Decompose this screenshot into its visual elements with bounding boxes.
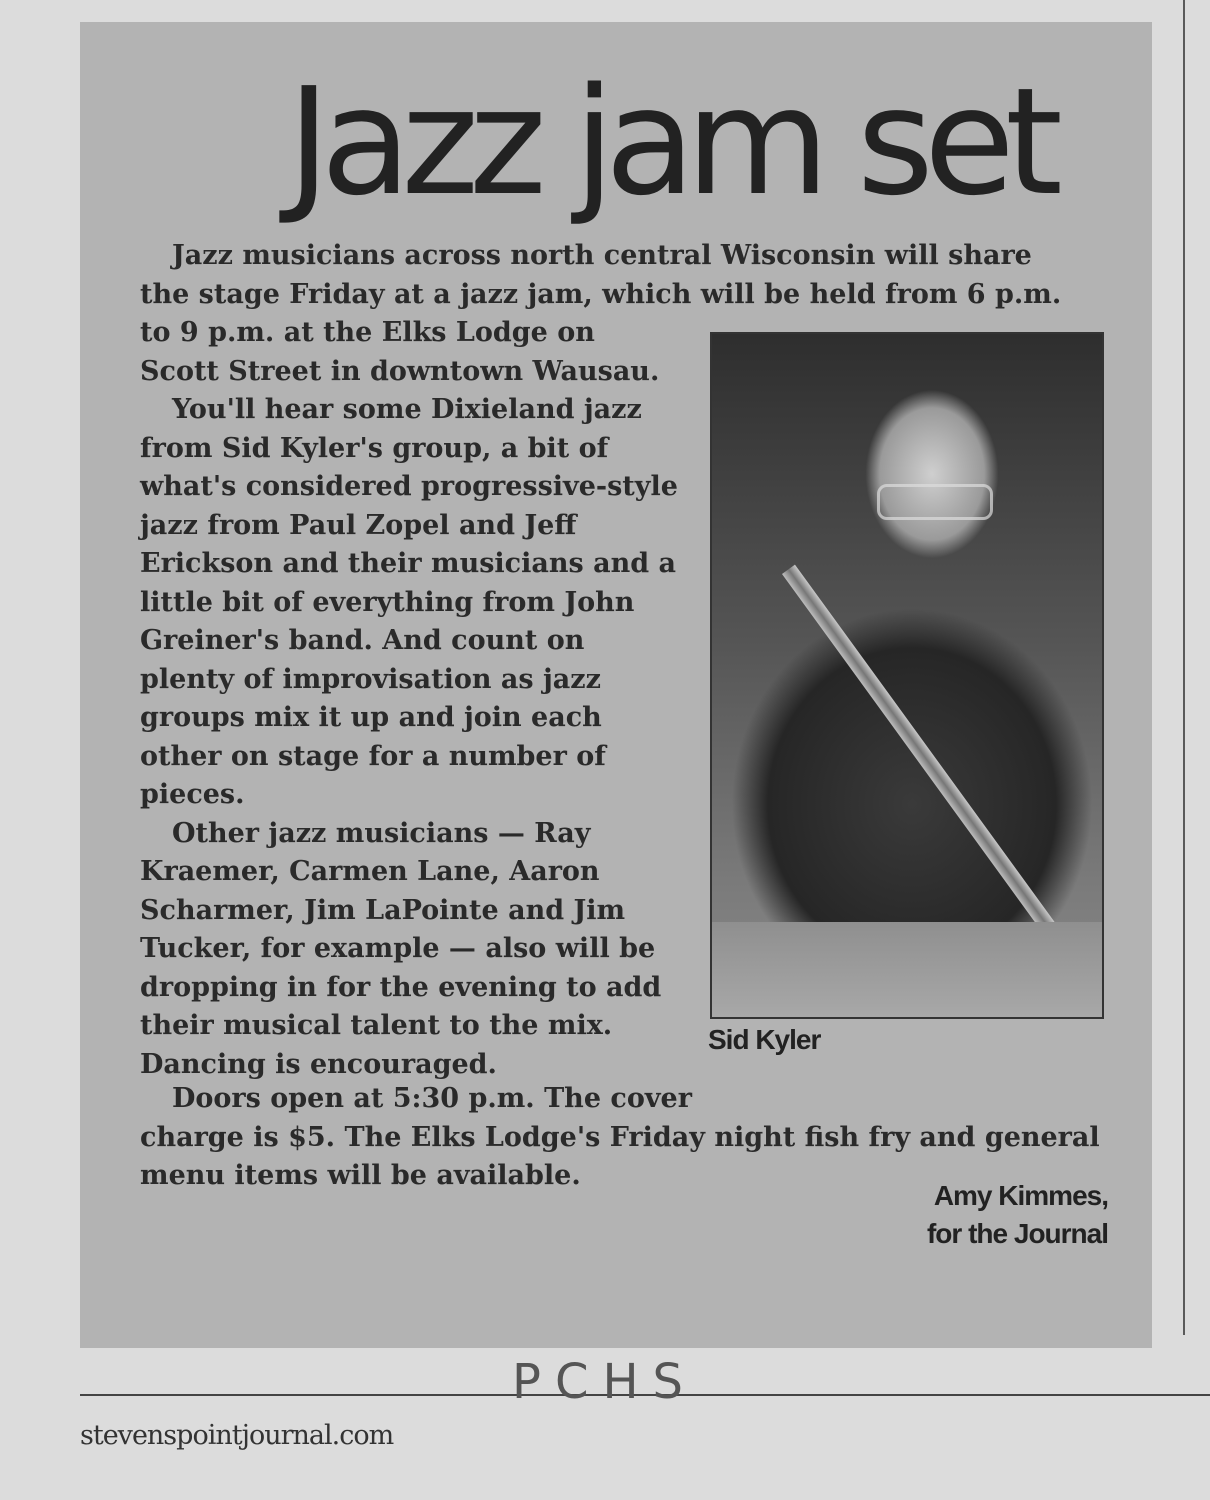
left-column [140, 314, 685, 1084]
paragraph-3: Other jazz musicians — Ray Kraemer, Carmen Lane, Aaron Scharmer, Jim LaPointe and Jim Tucker, for example — also will be dropping in for the evening to add their musical talent to the mix. Dancing is encouraged. [140, 817, 662, 1080]
footer-website: stevenspointjournal.com [80, 1420, 394, 1451]
photo-caption: Sid Kyler [708, 1024, 821, 1055]
paragraph-1-line-4: Scott Street in downtown Wausau. [140, 355, 660, 387]
paragraph-1-line-1: Jazz musicians across north central Wisconsin will share [172, 240, 1032, 271]
byline-name: Amy Kimmes, [933, 1180, 1108, 1211]
paragraph-2: You'll hear some Dixieland jazz from Sid Kyler's group, a bit of what's considered progressive-style jazz from Paul Zopel and Jeff Erickson and their musicians and a little bit of everything from John Greiner's band. And count on plenty of improvisation as jazz groups mix it up and join each other on stage for a number of pieces. [140, 394, 678, 810]
photo-glasses [877, 484, 993, 520]
photo-sid-kyler [710, 332, 1104, 1019]
byline [927, 1177, 1108, 1253]
paragraph-4-line-3: menu items will be available. [140, 1160, 581, 1191]
column-rule [1183, 0, 1185, 1335]
paragraph-1-line-3: to 9 p.m. at the Elks Lodge on [140, 317, 595, 348]
paragraph-4-line-1: Doors open at 5:30 p.m. The cover [172, 1083, 692, 1114]
paragraph-1-top [140, 237, 1100, 314]
photo-table [712, 922, 1102, 1017]
article-clipping [80, 22, 1152, 1348]
watermark: PCHS [512, 1354, 698, 1410]
paragraph-1-line-2: the stage Friday at a jazz jam, which will be held from 6 p.m. [140, 278, 1062, 310]
paragraph-4-line-2: charge is $5. The Elks Lodge's Friday night fish fry and general [140, 1121, 1100, 1153]
byline-org: for the Journal [926, 1218, 1108, 1249]
headline: Jazz jam set [287, 56, 1053, 228]
photo-trombone [782, 565, 1071, 955]
